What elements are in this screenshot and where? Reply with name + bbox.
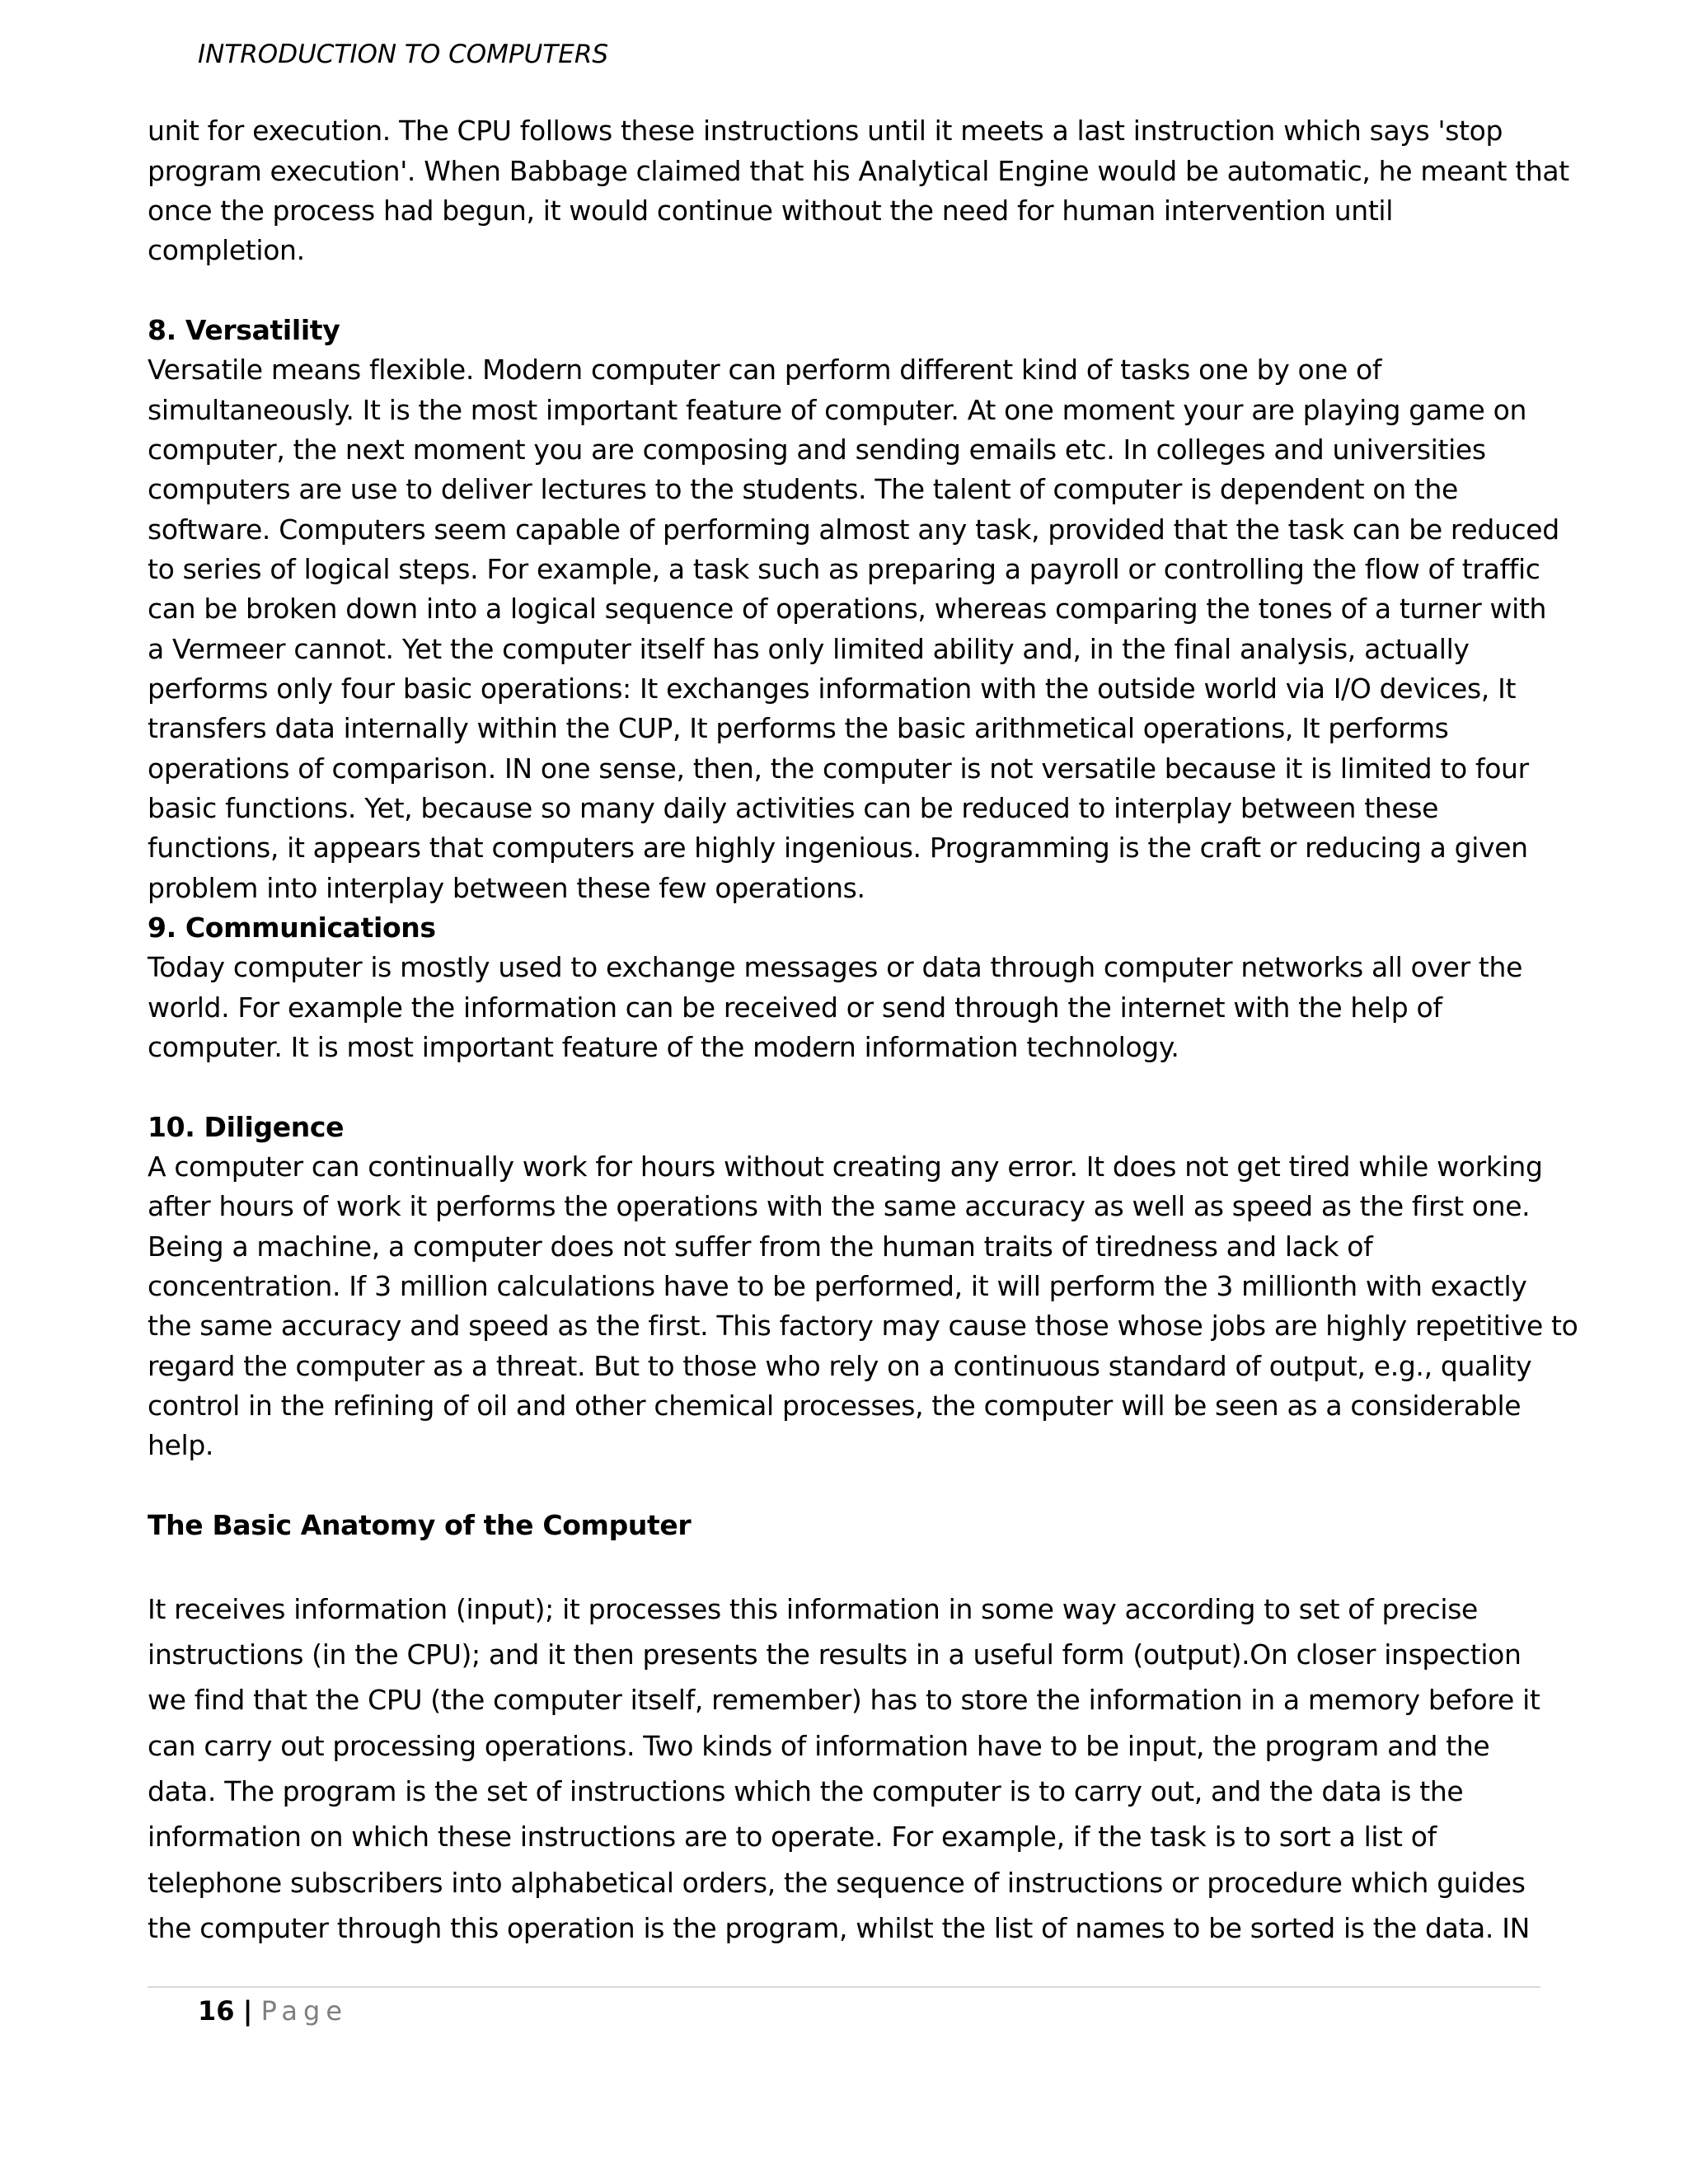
body-line: we find that the CPU (the computer itself, remember) has to store the information in a memory before it	[148, 1684, 1540, 1716]
body-line: It receives information (input); it processes this information in some way according to set of precise	[148, 1593, 1478, 1625]
section-heading-communications: 9. Communications	[148, 912, 436, 944]
body-line: functions, it appears that computers are highly ingenious. Programming is the craft or reducing a given	[148, 832, 1528, 864]
body-line: performs only four basic operations: It exchanges information with the outside world via I/O devices, It	[148, 673, 1517, 705]
body-line: the computer through this operation is the program, whilst the list of names to be sorted is the data. IN	[148, 1912, 1530, 1944]
body-line: the same accuracy and speed as the first. This factory may cause those whose jobs are highly repetitive to	[148, 1310, 1578, 1342]
body-line: control in the refining of oil and other chemical processes, the computer will be seen as a considerable	[148, 1390, 1522, 1422]
body-line: basic functions. Yet, because so many daily activities can be reduced to interplay between these	[148, 792, 1439, 824]
body-line: can be broken down into a logical sequence of operations, whereas comparing the tones of a turner with	[148, 593, 1547, 625]
body-line: world. For example the information can be received or send through the internet with the help of	[148, 991, 1442, 1024]
body-line: computer, the next moment you are composing and sending emails etc. In colleges and universities	[148, 434, 1486, 466]
body-line: computers are use to deliver lectures to the students. The talent of computer is dependent on the	[148, 473, 1459, 505]
footer-separator: |	[242, 1995, 253, 2027]
body-line: Being a machine, a computer does not suffer from the human traits of tiredness and lack of	[148, 1230, 1373, 1263]
body-line: program execution'. When Babbage claimed that his Analytical Engine would be automatic, he meant that	[148, 155, 1569, 187]
body-line: operations of comparison. IN one sense, then, the computer is not versatile because it is limited to four	[148, 752, 1529, 785]
body-line: Versatile means flexible. Modern computer can perform different kind of tasks one by one of	[148, 354, 1382, 386]
body-line: simultaneously. It is the most important feature of computer. At one moment your are playing game on	[148, 394, 1527, 426]
body-line: unit for execution. The CPU follows these instructions until it meets a last instruction which says 'stop	[148, 115, 1503, 147]
section-heading-basic-anatomy: The Basic Anatomy of the Computer	[148, 1509, 692, 1541]
page-number: 16	[198, 1995, 235, 2027]
body-line: a Vermeer cannot. Yet the computer itself has only limited ability and, in the final analysis, actually	[148, 633, 1470, 665]
body-line: Today computer is mostly used to exchange messages or data through computer networks all over the	[148, 951, 1523, 983]
body-line: problem into interplay between these few operations.	[148, 872, 865, 904]
body-line: software. Computers seem capable of performing almost any task, provided that the task can be reduced	[148, 513, 1559, 546]
body-line: computer. It is most important feature of the modern information technology.	[148, 1031, 1179, 1063]
body-line: regard the computer as a threat. But to those who rely on a continuous standard of output, e.g., quality	[148, 1350, 1532, 1382]
body-line: to series of logical steps. For example, a task such as preparing a payroll or controlling the flow of traffic	[148, 553, 1540, 585]
body-line: data. The program is the set of instructions which the computer is to carry out, and the data is the	[148, 1775, 1464, 1807]
body-line: once the process had begun, it would continue without the need for human intervention until	[148, 194, 1394, 227]
section-heading-versatility: 8. Versatility	[148, 314, 340, 346]
running-header: INTRODUCTION TO COMPUTERS	[198, 40, 609, 69]
body-line: information on which these instructions are to operate. For example, if the task is to sort a list of	[148, 1821, 1437, 1853]
body-line: telephone subscribers into alphabetical orders, the sequence of instructions or procedure which guides	[148, 1867, 1526, 1899]
body-line: A computer can continually work for hours without creating any error. It does not get tired while working	[148, 1151, 1543, 1183]
body-line: concentration. If 3 million calculations have to be performed, it will perform the 3 millionth with exactly	[148, 1270, 1527, 1302]
body-line: after hours of work it performs the operations with the same accuracy as well as speed as the first one.	[148, 1190, 1531, 1222]
body-line: transfers data internally within the CUP, It performs the basic arithmetical operations, It performs	[148, 712, 1449, 744]
body-line: help.	[148, 1429, 214, 1461]
body-line: completion.	[148, 234, 305, 266]
body-line: can carry out processing operations. Two kinds of information have to be input, the program and the	[148, 1730, 1490, 1762]
page-label: Page	[260, 1995, 349, 2027]
body-line: instructions (in the CPU); and it then presents the results in a useful form (output).On closer inspection	[148, 1638, 1522, 1671]
footer-divider	[148, 1986, 1540, 1988]
page-footer	[198, 1993, 348, 2029]
section-heading-diligence: 10. Diligence	[148, 1111, 345, 1143]
